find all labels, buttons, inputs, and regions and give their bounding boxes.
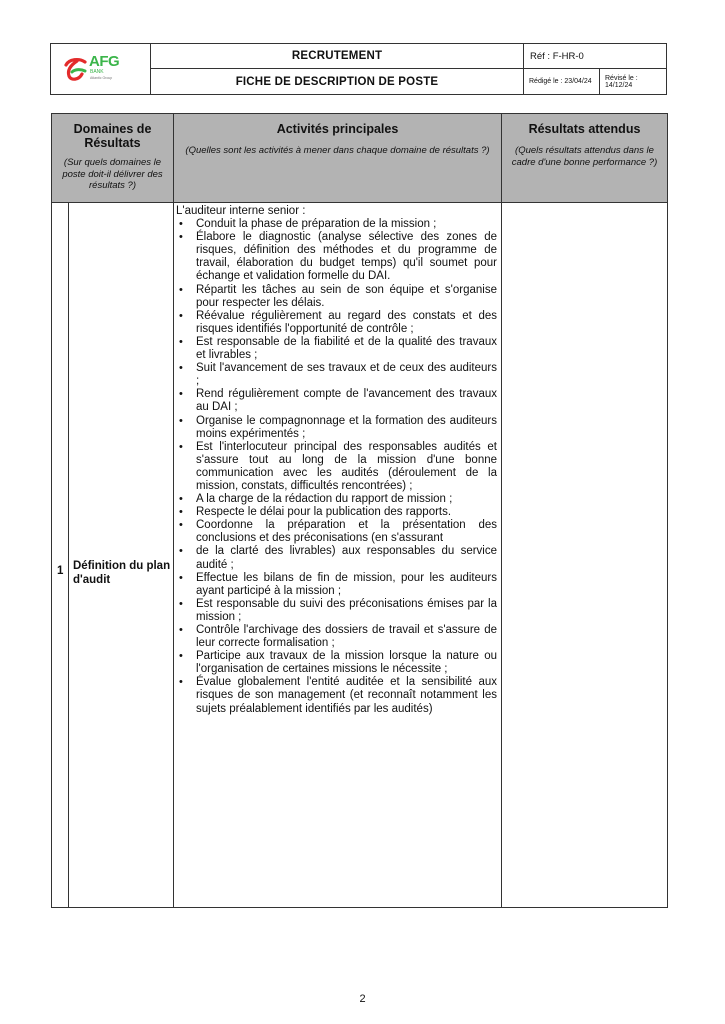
list-item: • Participe aux travaux de la mission lorsque la nature ou l'organisation de certaines missions le nécessite ; — [176, 650, 497, 676]
revise-date: Révisé le : 14/12/24 — [605, 74, 638, 89]
list-item: • Contrôle l'archivage des dossiers de travail et s'assure de leur correcte formalisation ; — [176, 624, 497, 650]
document-header — [50, 43, 667, 95]
column-header-activites — [173, 114, 501, 202]
column-subtitle: (Quelles sont les activités à mener dans chaque domaine de résultats ?) — [185, 145, 490, 156]
logo-group: Atlantic Group — [90, 76, 113, 80]
table-row — [52, 203, 667, 907]
expected-results-cell — [501, 203, 667, 907]
list-item: • Est responsable du suivi des préconisations émises par la mission ; — [176, 598, 497, 624]
header-titles — [151, 44, 523, 94]
table-header — [52, 114, 667, 203]
list-item: • Coordonne la préparation et la présentation des conclusions et des préconisations (en s'assurant — [176, 519, 497, 545]
list-item: • Est l'interlocuteur principal des responsables audités et s'assure tout au long de la mission d'une bonne communication avec les audités (déroulement de la mission, constats, difficultés rencontrées) ; — [176, 441, 497, 493]
list-item: • Élabore le diagnostic (analyse sélective des zones de risques, définition des méthodes et du programme de travail, élaboration du budget temps) qu'il soumet pour échange et validation formelle du DAI. — [176, 231, 497, 283]
column-subtitle: (Sur quels domaines le poste doit-il délivrer des résultats ?) — [62, 157, 163, 191]
logo-cell — [51, 44, 151, 94]
afg-bank-logo — [63, 52, 141, 86]
list-item: • Réévalue régulièrement au regard des constats et des risques identifiés l'opportunité de contrôle ; — [176, 310, 497, 336]
column-header-domaines — [52, 114, 173, 202]
column-header-resultats — [501, 114, 667, 202]
header-title-fiche: FICHE DE DESCRIPTION DE POSTE — [235, 75, 439, 88]
list-item: • Respecte le délai pour la publication des rapports. — [176, 506, 497, 519]
row-number-cell — [52, 203, 69, 907]
column-title: Domaines de Résultats — [73, 122, 152, 150]
activities-intro: L'auditeur interne senior : — [176, 205, 306, 217]
domain-label: Définition du plan d'audit — [73, 560, 171, 586]
activities-list — [176, 218, 497, 716]
list-item: • A la charge de la rédaction du rapport de mission ; — [176, 493, 497, 506]
list-item: • Répartit les tâches au sein de son équipe et s'organise pour respecter les délais. — [176, 284, 497, 310]
column-title: Résultats attendus — [528, 122, 641, 136]
list-item: • de la clarté des livrables) aux responsables du service audité ; — [176, 545, 497, 571]
column-title: Activités principales — [276, 122, 399, 136]
row-number: 1 — [57, 565, 64, 577]
list-item: • Organise le compagnonnage et la formation des auditeurs moins expérimentés ; — [176, 415, 497, 441]
header-title-recrutement: RECRUTEMENT — [291, 50, 383, 62]
column-subtitle: (Quels résultats attendus dans le cadre d'une bonne performance ?) — [511, 145, 658, 168]
activities-cell — [173, 203, 501, 907]
list-item: • Suit l'avancement de ses travaux et de ceux des auditeurs ; — [176, 362, 497, 388]
afg-swirl-icon — [63, 56, 87, 82]
list-item: • Conduit la phase de préparation de la mission ; — [176, 218, 497, 231]
logo-sub: BANK — [90, 69, 104, 75]
list-item: • Est responsable de la fiabilité et de la qualité des travaux et livrables ; — [176, 336, 497, 362]
job-description-table — [51, 113, 668, 908]
list-item: • Évalue globalement l'entité auditée et la sensibilité aux risques de son management (et reconnaît notamment les sujets préalablement identifiés par les audités) — [176, 676, 497, 715]
reference: Réf : F-HR-0 — [530, 50, 584, 62]
list-item: • Rend régulièrement compte de l'avancement des travaux au DAI ; — [176, 388, 497, 414]
logo-brand: AFG — [89, 53, 120, 70]
list-item: • Effectue les bilans de fin de mission, pour les auditeurs ayant participé à la mission ; — [176, 572, 497, 598]
page-number: 2 — [359, 993, 366, 1005]
redige-date: Rédigé le : 23/04/24 — [524, 69, 600, 94]
header-meta — [523, 44, 666, 94]
